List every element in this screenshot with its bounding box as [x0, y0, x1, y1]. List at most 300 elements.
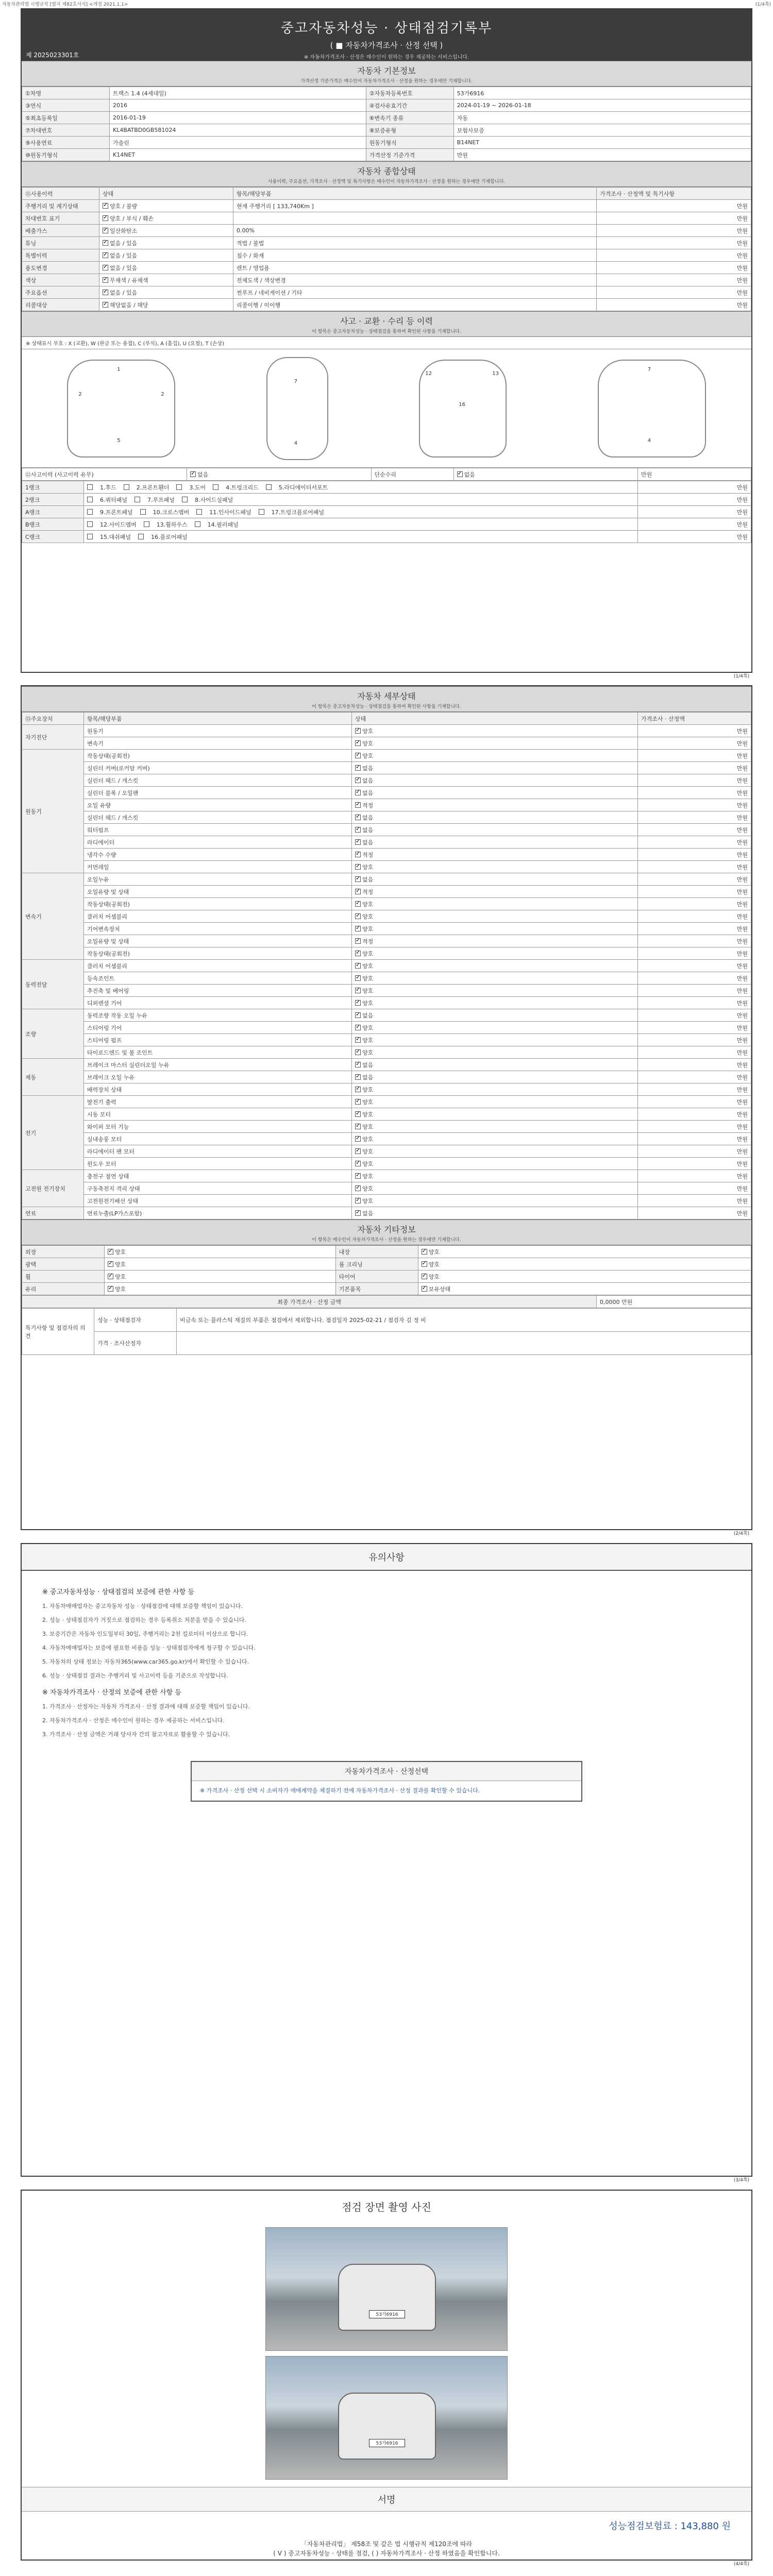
checkbox-checked-icon [355, 889, 361, 894]
other-item: 광택 [22, 1258, 105, 1270]
detail-row [22, 799, 751, 811]
detail-row [22, 985, 751, 997]
checkbox-checked-icon [103, 277, 108, 283]
checkbox-checked-icon [422, 1249, 427, 1255]
basic-value: 2016-01-19 [110, 112, 366, 124]
detail-item: 클러치 어셈블리 [84, 910, 352, 923]
car-front-outline: 1 2 2 5 [67, 360, 175, 457]
detail-item: 타이로드엔드 및 볼 조인트 [84, 1046, 352, 1059]
basic-value: 보험사보증 [453, 124, 751, 137]
summary-detail: 침수 / 화재 [233, 249, 597, 262]
simple-repair-label: 단순수리 [371, 468, 453, 481]
basic-label: ②자동차등록번호 [366, 87, 453, 99]
checkbox-icon [259, 509, 264, 515]
basic-label: ⑨사용연료 [22, 137, 110, 149]
detail-state: ✓ 적정 [352, 886, 638, 898]
signature-line-2: ( V ) 중고자동차성능 · 상태를 점검, ( ) 자동차가격조사 · 산정 하였음을 확인합니다. [273, 2550, 500, 2557]
detail-state: ✓ 양호 [352, 1145, 638, 1158]
other-table [22, 1245, 751, 1295]
checkbox-checked-icon [355, 975, 361, 981]
detail-price: 만원 [638, 947, 751, 960]
detail-row [22, 750, 751, 762]
notice-item: 3. 가격조사 · 산정 금액은 거래 당사자 간의 참고자료로 활용할 수 있습니다. [42, 1731, 230, 1738]
detail-table [22, 712, 751, 1219]
summary-row [22, 262, 751, 274]
detail-state: ✓ 양호 [352, 985, 638, 997]
checkbox-checked-icon [355, 802, 361, 808]
checkbox-checked-icon [355, 1049, 361, 1055]
notice-item: 5. 자동차의 상태 정보는 자동차365(www.car365.go.kr)에서 확인할 수 있습니다. [42, 1658, 249, 1665]
notice-body [22, 1571, 751, 1753]
detail-state: ✓ 없음 [352, 1071, 638, 1083]
detail-price: 만원 [638, 1046, 751, 1059]
detail-price: 만원 [638, 1083, 751, 1096]
page-2 [21, 685, 752, 1536]
detail-state: ✓ 양호 [352, 737, 638, 750]
detail-price: 만원 [638, 787, 751, 799]
basic-row [22, 149, 751, 161]
checkbox-checked-icon [355, 852, 361, 857]
detail-item: 발전기 출력 [84, 1096, 352, 1108]
notice-item: 1. 자동차매매업자는 중고자동차 성능 · 상태점검에 대해 보증할 책임이 있습니다. [42, 1603, 243, 1609]
detail-item: 오일 유량 [84, 799, 352, 811]
detail-row [22, 861, 751, 873]
part-option: 2.프론트휀더 [124, 484, 170, 491]
summary-item: 차대번호 표기 [22, 212, 99, 225]
summary-head-item: 항목/해당부품 [233, 188, 597, 200]
detail-price: 만원 [638, 774, 751, 787]
detail-price: 만원 [638, 1009, 751, 1022]
page-indicator: (1/4쪽) [755, 2, 771, 7]
checkbox-icon [196, 509, 202, 515]
detail-item: 와이퍼 모터 기능 [84, 1121, 352, 1133]
section-other-title: 자동차 기타정보 [22, 1219, 751, 1236]
summary-item: 주행거리 및 계기상태 [22, 200, 99, 212]
summary-state: ✓ 없음 / 있음 [99, 249, 233, 262]
car-image-rear [338, 2393, 436, 2460]
detail-item: 라디에이터 [84, 836, 352, 849]
detail-state: ✓ 양호 [352, 1158, 638, 1170]
detail-row [22, 910, 751, 923]
basic-value: K14NET [110, 149, 366, 161]
detail-device: 전기 [22, 1096, 84, 1170]
page-number-4: (4/4쪽) [733, 2562, 749, 2567]
checkbox-checked-icon [103, 228, 108, 233]
rank-row [22, 531, 751, 543]
summary-detail: 렌트 / 영업용 [233, 262, 597, 274]
car-rear-outline: 7 4 [598, 360, 706, 457]
section-accident-title: 사고 · 교환 · 수리 등 이력 [22, 311, 751, 328]
detail-row [22, 1022, 751, 1034]
price-option-text: ※ 가격조사 · 산정 선택 시 소비자가 매매계약을 체결하기 전에 자동차가격조사 · 산정 결과를 확인할 수 있습니다. [200, 1787, 480, 1794]
basic-label: ⑦차대번호 [22, 124, 110, 137]
form-title: 중고자동차성능 · 상태점검기록부 [280, 21, 493, 36]
detail-state: ✓ 양호 [352, 1121, 638, 1133]
notice-heading-2: ※ 자동차가격조사 · 산정의 보증에 관한 사항 등 [42, 1689, 181, 1697]
notice-list-1 [42, 1601, 731, 1681]
basic-label: ④검사유효기간 [366, 99, 453, 112]
detail-item: 라디에이터 팬 모터 [84, 1145, 352, 1158]
detail-row [22, 1170, 751, 1182]
rank-parts [84, 481, 638, 494]
detail-item: 동력조향 작동 오일 누유 [84, 1009, 352, 1022]
summary-item: 리콜대상 [22, 299, 99, 311]
detail-item: 브레이크 오일 누유 [84, 1071, 352, 1083]
detail-price: 만원 [638, 836, 751, 849]
section-accident-note: 이 항목은 중고자동차성능 · 상태점검을 통하여 확인된 사항을 기재합니다. [22, 328, 751, 337]
detail-row [22, 1158, 751, 1170]
summary-state: ✓ 없음 / 있음 [99, 262, 233, 274]
detail-device: 고전원 전기장치 [22, 1170, 84, 1207]
detail-price: 만원 [638, 1145, 751, 1158]
checkbox-icon [266, 484, 272, 490]
basic-row [22, 99, 751, 112]
checkbox-checked-icon [108, 1274, 113, 1279]
part-option: 7.루프패널 [135, 497, 175, 503]
summary-item: 특별이력 [22, 249, 99, 262]
other-row [22, 1283, 751, 1295]
part-option: 15.대쉬패널 [87, 534, 131, 540]
other-item: 룸 크리닝 [335, 1258, 418, 1270]
detail-state: ✓ 양호 [352, 972, 638, 985]
section-summary-note: 사용이력, 주요옵션, 가격조사 · 산정액 및 특기사항은 매수인이 자동차가격조사 · 산정을 원하는 경우에만 기재합니다. [22, 178, 751, 187]
detail-price: 만원 [638, 849, 751, 861]
detail-state: ✓ 양호 [352, 1096, 638, 1108]
detail-state: ✓ 없음 [352, 1009, 638, 1022]
signature-title: 서명 [22, 2487, 751, 2512]
checkbox-checked-icon [355, 1000, 361, 1006]
checkbox-checked-icon [103, 265, 108, 270]
checkbox-checked-icon [355, 963, 361, 969]
summary-detail: 전체도색 / 색상변경 [233, 274, 597, 286]
detail-price: 만원 [638, 1034, 751, 1046]
detail-row [22, 997, 751, 1009]
summary-head-state: 상태 [99, 188, 233, 200]
summary-detail: 썬루프 / 네비게이션 / 기타 [233, 286, 597, 299]
detail-item: 스티어링 펌프 [84, 1034, 352, 1046]
detail-item: 작동상태(공회전) [84, 947, 352, 960]
detail-row [22, 1133, 751, 1145]
basic-label: ③연식 [22, 99, 110, 112]
section-basic-note: 가격산정 기준가격은 매수인이 자동차가격조사 · 산정을 원하는 경우에만 기재합니다. [22, 77, 751, 87]
basic-value: 자동 [453, 112, 751, 124]
detail-state: ✓ 양호 [352, 1133, 638, 1145]
summary-price: 만원 [597, 225, 751, 237]
checkbox-checked-icon [355, 1025, 361, 1030]
checkbox-icon [135, 497, 140, 502]
car-image [338, 2264, 436, 2331]
license-plate-rear: 53가6916 [369, 2439, 405, 2447]
price-option-title: 자동차가격조사 · 산정선택 [192, 1762, 581, 1781]
checkbox-checked-icon [355, 1087, 361, 1092]
other-item: 외장 [22, 1246, 105, 1258]
checkbox-checked-icon [355, 951, 361, 956]
rank-price: 만원 [638, 494, 751, 506]
detail-device: 연료 [22, 1207, 84, 1219]
detail-price: 만원 [638, 923, 751, 935]
checkbox-icon [124, 484, 129, 490]
detail-item: 워터펌프 [84, 824, 352, 836]
checkbox-icon [87, 509, 93, 515]
notes-table [22, 1308, 751, 1355]
other-state: ✓ 보유상태 [418, 1283, 751, 1295]
part-option: 11.인사이드패널 [196, 509, 251, 516]
detail-row [22, 787, 751, 799]
detail-state: ✓ 양호 [352, 923, 638, 935]
basic-value: B14NET [453, 137, 751, 149]
checkbox-checked-icon [355, 740, 361, 746]
page-number-2: (2/4쪽) [733, 1531, 749, 1536]
checkbox-icon [140, 509, 146, 515]
basic-row [22, 137, 751, 149]
final-price-value: 0,0000 만원 [597, 1296, 751, 1308]
detail-row [22, 737, 751, 750]
summary-price: 만원 [597, 274, 751, 286]
detail-state: ✓ 양호 [352, 910, 638, 923]
notes-perf-text: 비금속 또는 플라스틱 재질의 부품은 점검에서 제외합니다. 점검일자 2025-02-21 / 점검자 김 정 비 [177, 1309, 751, 1332]
summary-item: 튜닝 [22, 237, 99, 249]
detail-item: 원동기 [84, 725, 352, 737]
detail-device: 변속기 [22, 873, 84, 960]
license-plate: 53가6916 [369, 2310, 405, 2318]
insurance-fee [22, 2512, 751, 2539]
basic-label: 가격산정 기준가격 [366, 149, 453, 161]
checkbox-checked-icon [422, 1261, 427, 1267]
detail-item: 실린더 헤드 / 개스킷 [84, 774, 352, 787]
detail-item: 스티어링 기어 [84, 1022, 352, 1034]
section-summary-title: 자동차 종합상태 [22, 161, 751, 178]
detail-item: 윈도우 모터 [84, 1158, 352, 1170]
notice-item: 4. 자동차매매업자는 보증에 필요한 비용을 성능 · 상태점검자에게 청구할 수 있습니다. [42, 1645, 256, 1651]
part-option: 13.휠하우스 [144, 521, 188, 528]
accident-price: 만원 [638, 468, 751, 481]
detail-item: 클러치 어셈블리 [84, 960, 352, 972]
rank-row [22, 481, 751, 494]
summary-price: 만원 [597, 200, 751, 212]
checkbox-checked-icon [355, 864, 361, 870]
final-price-table [22, 1295, 751, 1308]
page-number-3: (3/4쪽) [733, 2178, 749, 2183]
summary-state: ✓ 무채색 / 유채색 [99, 274, 233, 286]
detail-row [22, 1182, 751, 1195]
rank-label: C랭크 [22, 531, 84, 543]
detail-item: 브레이크 마스터 실린더오일 누유 [84, 1059, 352, 1071]
inspection-photo-rear [265, 2356, 508, 2480]
rank-label: A랭크 [22, 506, 84, 518]
odometer-reading: 현재 주행거리 [ 133,740Km ] [233, 200, 597, 212]
checkbox-checked-icon [355, 1099, 361, 1105]
detail-price: 만원 [638, 873, 751, 886]
detail-row [22, 849, 751, 861]
detail-row [22, 824, 751, 836]
detail-row [22, 774, 751, 787]
detail-item: 실린더 블록 / 오일팬 [84, 787, 352, 799]
summary-price: 만원 [597, 286, 751, 299]
notice-item: 2. 성능 · 상태점검자가 거짓으로 점검하는 경우 등록취소 처분을 받을 수 있습니다. [42, 1617, 246, 1623]
detail-row [22, 1059, 751, 1071]
detail-price: 만원 [638, 1170, 751, 1182]
detail-price: 만원 [638, 799, 751, 811]
final-price-label: 최종 가격조사 · 산정 금액 [22, 1296, 597, 1308]
detail-state: ✓ 양호 [352, 997, 638, 1009]
summary-state: ✓ 일산화탄소 [99, 225, 233, 237]
detail-state: ✓ 양호 [352, 947, 638, 960]
detail-state: ✓ 없음 [352, 774, 638, 787]
checkbox-icon [138, 534, 144, 539]
detail-item: 구동축전지 격리 상태 [84, 1182, 352, 1195]
other-state: ✓ 양호 [418, 1246, 751, 1258]
detail-price: 만원 [638, 1133, 751, 1145]
part-option: 9.프론트패널 [87, 509, 133, 516]
detail-price: 만원 [638, 737, 751, 750]
detail-state: ✓ 양호 [352, 1195, 638, 1207]
other-item: 타이어 [335, 1270, 418, 1283]
summary-row [22, 274, 751, 286]
detail-row [22, 886, 751, 898]
accident-history-label: ⑫사고이력 (사고이력 유무) [22, 468, 187, 481]
signature-statement [22, 2539, 751, 2563]
checkbox-checked-icon [355, 728, 361, 734]
summary-detail: 적법 / 불법 [233, 237, 597, 249]
detail-price: 만원 [638, 910, 751, 923]
detail-row [22, 1034, 751, 1046]
detail-state: ✓ 양호 [352, 1182, 638, 1195]
detail-row [22, 811, 751, 824]
detail-state: ✓ 없음 [352, 762, 638, 774]
detail-state: ✓ 없음 [352, 787, 638, 799]
summary-row [22, 225, 751, 237]
checkbox-checked-icon [422, 1274, 427, 1279]
detail-price: 만원 [638, 750, 751, 762]
checkbox-checked-icon [355, 827, 361, 833]
checkbox-icon [213, 484, 219, 490]
form-reference: 자동차관리법 시행규칙 [별지 제82호서식] <개정 2021.1.1> [2, 2, 128, 7]
basic-label: ⑩원동기형식 [22, 149, 110, 161]
summary-price: 만원 [597, 262, 751, 274]
detail-row [22, 898, 751, 910]
detail-row [22, 762, 751, 774]
detail-row [22, 1108, 751, 1121]
checkbox-checked-icon [108, 1286, 113, 1292]
basic-value: 2024-01-19 ~ 2026-01-18 [453, 99, 751, 112]
detail-item: 실린더 헤드 / 개스킷 [84, 811, 352, 824]
checkbox-checked-icon [355, 876, 361, 882]
vehicle-diagram [22, 349, 751, 468]
detail-price: 만원 [638, 935, 751, 947]
checkbox-checked-icon [355, 765, 361, 771]
notes-price-label: 가격 · 조사산정자 [94, 1332, 177, 1355]
checkbox-checked-icon [103, 252, 108, 258]
checkbox-checked-icon [103, 215, 108, 221]
checkbox-checked-icon [355, 1161, 361, 1166]
checkbox-checked-icon [355, 1210, 361, 1216]
part-option: 8.사이드실패널 [182, 497, 233, 503]
checkbox-checked-icon [355, 815, 361, 820]
form-header-note: ※ 자동차가격조사 · 산정은 매수인이 원하는 경우 제공하는 서비스입니다. [304, 55, 469, 60]
basic-label: ⑤최초등록일 [22, 112, 110, 124]
section-detail-title: 자동차 세부상태 [22, 686, 751, 703]
checkbox-checked-icon [355, 1012, 361, 1018]
accident-history-value: ✓ 없음 [187, 468, 372, 481]
other-state: ✓ 양호 [105, 1270, 336, 1283]
checkbox-checked-icon [355, 988, 361, 993]
detail-item: 오일유량 및 상태 [84, 886, 352, 898]
detail-price: 만원 [638, 1195, 751, 1207]
detail-row [22, 1096, 751, 1108]
summary-row [22, 212, 751, 225]
checkbox-icon [87, 534, 93, 539]
detail-state: ✓ 적정 [352, 849, 638, 861]
detail-item: 냉각수 수량 [84, 849, 352, 861]
basic-row [22, 124, 751, 137]
other-state: ✓ 양호 [105, 1246, 336, 1258]
detail-head-item: 항목/해당부품 [84, 713, 352, 725]
rank-row [22, 494, 751, 506]
summary-price: 만원 [597, 299, 751, 311]
detail-item: 고전원전기배선 상태 [84, 1195, 352, 1207]
checkbox-checked-icon [355, 1185, 361, 1191]
detail-item: 작동상태(공회전) [84, 750, 352, 762]
basic-value: 2016 [110, 99, 366, 112]
basic-row [22, 112, 751, 124]
checkbox-checked-icon [355, 753, 361, 758]
summary-detail: 0.00% [233, 225, 597, 237]
summary-item: 색상 [22, 274, 99, 286]
detail-item: 작동상태(공회전) [84, 898, 352, 910]
detail-price: 만원 [638, 898, 751, 910]
detail-item: 추진축 및 베어링 [84, 985, 352, 997]
rank-parts [84, 494, 638, 506]
accident-table [22, 468, 751, 481]
notice-item: 3. 보증기간은 자동차 인도일부터 30일, 주행거리는 2천 킬로미터 이상으로 합니다. [42, 1631, 248, 1637]
detail-device: 조향 [22, 1009, 84, 1059]
detail-price: 만원 [638, 725, 751, 737]
checkbox-checked-icon [355, 790, 361, 795]
detail-row [22, 1145, 751, 1158]
basic-row [22, 87, 751, 99]
checkbox-checked-icon [355, 1037, 361, 1043]
checkbox-checked-icon [355, 839, 361, 845]
rank-price: 만원 [638, 531, 751, 543]
checkbox-icon [195, 521, 200, 527]
notice-title: 유의사항 [22, 1544, 751, 1571]
form-topline [0, 0, 773, 7]
detail-state: ✓ 없음 [352, 873, 638, 886]
other-row [22, 1270, 751, 1283]
detail-item: 오일유량 및 상태 [84, 935, 352, 947]
page-1 [21, 8, 752, 679]
summary-head-price: 가격조사 · 산정액 및 특기사항 [597, 188, 751, 200]
detail-head-device: ⑬주요장치 [22, 713, 84, 725]
basic-info-table [22, 87, 751, 161]
checkbox-checked-icon [108, 1249, 113, 1255]
accident-legend: ※ 상태표시 부호 : X (교환), W (판금 또는 용접), C (부식), A (흠집), U (요철), T (손상) [22, 337, 751, 349]
document-number: 제 2025023301호 [26, 52, 79, 59]
detail-row [22, 923, 751, 935]
basic-label: 원동기형식 [366, 137, 453, 149]
detail-row [22, 1071, 751, 1083]
basic-label: ⑧보증유형 [366, 124, 453, 137]
checkbox-checked-icon [355, 1148, 361, 1154]
checkbox-checked-icon [422, 1286, 427, 1292]
summary-state: ✓ 양호 / 부식 / 훼손 [99, 212, 233, 225]
detail-head-price: 가격조사 · 산정액 [638, 713, 751, 725]
detail-price: 만원 [638, 985, 751, 997]
other-state: ✓ 양호 [418, 1270, 751, 1283]
summary-detail [233, 212, 597, 225]
checkbox-checked-icon [355, 1136, 361, 1142]
detail-price: 만원 [638, 1158, 751, 1170]
